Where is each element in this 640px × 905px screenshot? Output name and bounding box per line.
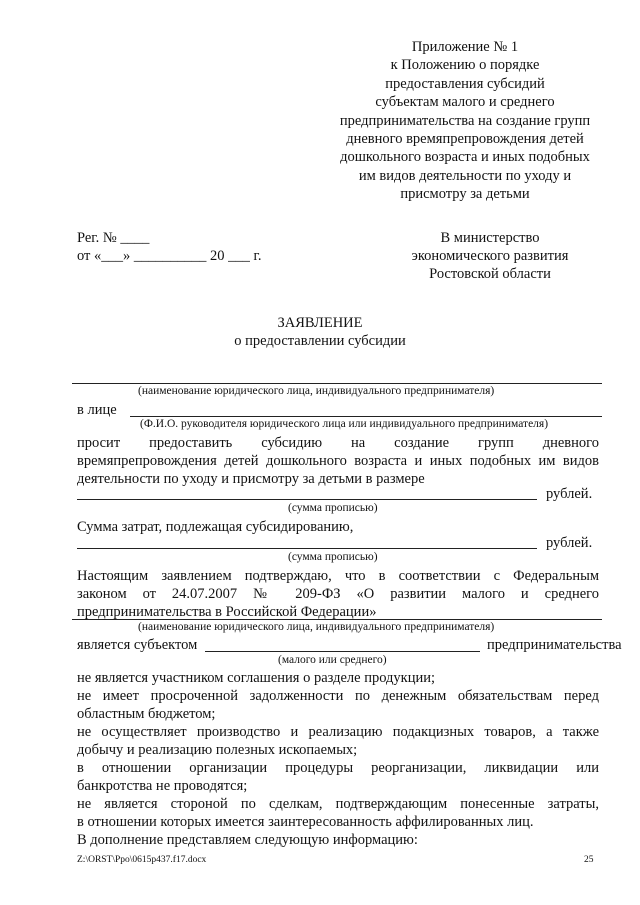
entrepreneurship-label: предпринимательства — [487, 637, 622, 653]
registration-date: от «___» __________ 20 ___ г. — [77, 248, 262, 264]
appendix-line: дневного времяпрепровождения детей — [346, 131, 584, 148]
condition-line: не осуществляет производство и реализацию подакцизных товаров, а также — [77, 724, 599, 740]
is-subject-label: является субъектом — [77, 637, 198, 653]
hint-org-name: (наименование юридического лица, индивидуального предпринимателя) — [138, 621, 495, 633]
appendix-header — [320, 38, 610, 204]
appendix-line: присмотру за детьми — [400, 186, 530, 203]
recipient-block — [395, 229, 585, 283]
confirm-line: Настоящим заявлением подтверждаю, что в соответствии с Федеральным — [77, 568, 599, 584]
confirm-line: законом от 24.07.2007 № 209-ФЗ «О развитии малого и среднего — [77, 586, 599, 602]
footer-file-path: Z:\ORST\Ppo\0615p437.f17.docx — [77, 855, 207, 865]
appendix-line: предоставления субсидий — [385, 75, 545, 92]
business-size-field[interactable] — [205, 651, 480, 652]
title-sub: о предоставлении субсидии — [234, 333, 406, 349]
appendix-line: дошкольного возраста и иных подобных — [340, 149, 590, 166]
hint-amount: (сумма прописью) — [288, 502, 378, 514]
title-main: ЗАЯВЛЕНИЕ — [277, 315, 363, 331]
condition-line: банкротства не проводятся; — [77, 778, 248, 794]
addition-line: В дополнение представляем следующую информацию: — [77, 832, 418, 848]
registration-block — [77, 229, 261, 265]
hint-amount: (сумма прописью) — [288, 551, 378, 563]
rubles-label: рублей. — [546, 486, 593, 502]
appendix-line: Приложение № 1 — [411, 39, 519, 55]
org-name-field[interactable] — [72, 383, 602, 384]
costs-label: Сумма затрат, подлежащая субсидированию, — [77, 519, 354, 535]
condition-line: в отношении организации процедуры реорганизации, ликвидации или — [77, 760, 599, 776]
appendix-line: предпринимательства на создание групп — [339, 112, 591, 129]
appendix-line: им видов деятельности по уходу и — [358, 167, 572, 184]
footer-page-number: 25 — [584, 855, 594, 865]
recipient-line: экономического развития — [411, 248, 569, 264]
recipient-line: В министерство — [440, 230, 540, 246]
request-line: просит предоставить субсидию на создание групп дневного — [77, 435, 599, 451]
condition-line: областным бюджетом; — [77, 706, 216, 722]
request-line: времяпрепровождения детей дошкольного возраста и иных подобных им видов — [77, 453, 599, 469]
document-title — [0, 314, 640, 350]
condition-line: не имеет просроченной задолженности по денежным обязательствам перед — [77, 688, 599, 704]
appendix-line: субъектам малого и среднего — [375, 94, 555, 111]
fio-field[interactable] — [130, 416, 602, 417]
hint-fio: (Ф.И.О. руководителя юридического лица или индивидуального предпринимателя) — [140, 418, 549, 430]
condition-line: добычу и реализацию полезных ископаемых; — [77, 742, 358, 758]
appendix-line: к Положению о порядке — [390, 57, 540, 74]
subsidy-amount-field[interactable] — [77, 499, 537, 500]
in-person-label: в лице — [77, 402, 117, 418]
hint-size: (малого или среднего) — [278, 654, 387, 666]
condition-line: в отношении которых имеется заинтересованность аффилированных лиц. — [77, 814, 534, 830]
hint-org-name: (наименование юридического лица, индивидуального предпринимателя) — [138, 385, 495, 397]
confirm-line: предпринимательства в Российской Федерации» — [77, 604, 377, 620]
recipient-line: Ростовской области — [429, 266, 551, 282]
registration-number: Рег. № ____ — [77, 230, 150, 246]
condition-line: не является участником соглашения о разделе продукции; — [77, 670, 436, 686]
rubles-label: рублей. — [546, 535, 593, 551]
costs-amount-field[interactable] — [77, 548, 537, 549]
request-line: деятельности по уходу и присмотру за детьми в размере — [77, 471, 425, 487]
condition-line: не является стороной по сделкам, подтверждающим понесенные затраты, — [77, 796, 599, 812]
org-name-field-2[interactable] — [72, 619, 602, 620]
